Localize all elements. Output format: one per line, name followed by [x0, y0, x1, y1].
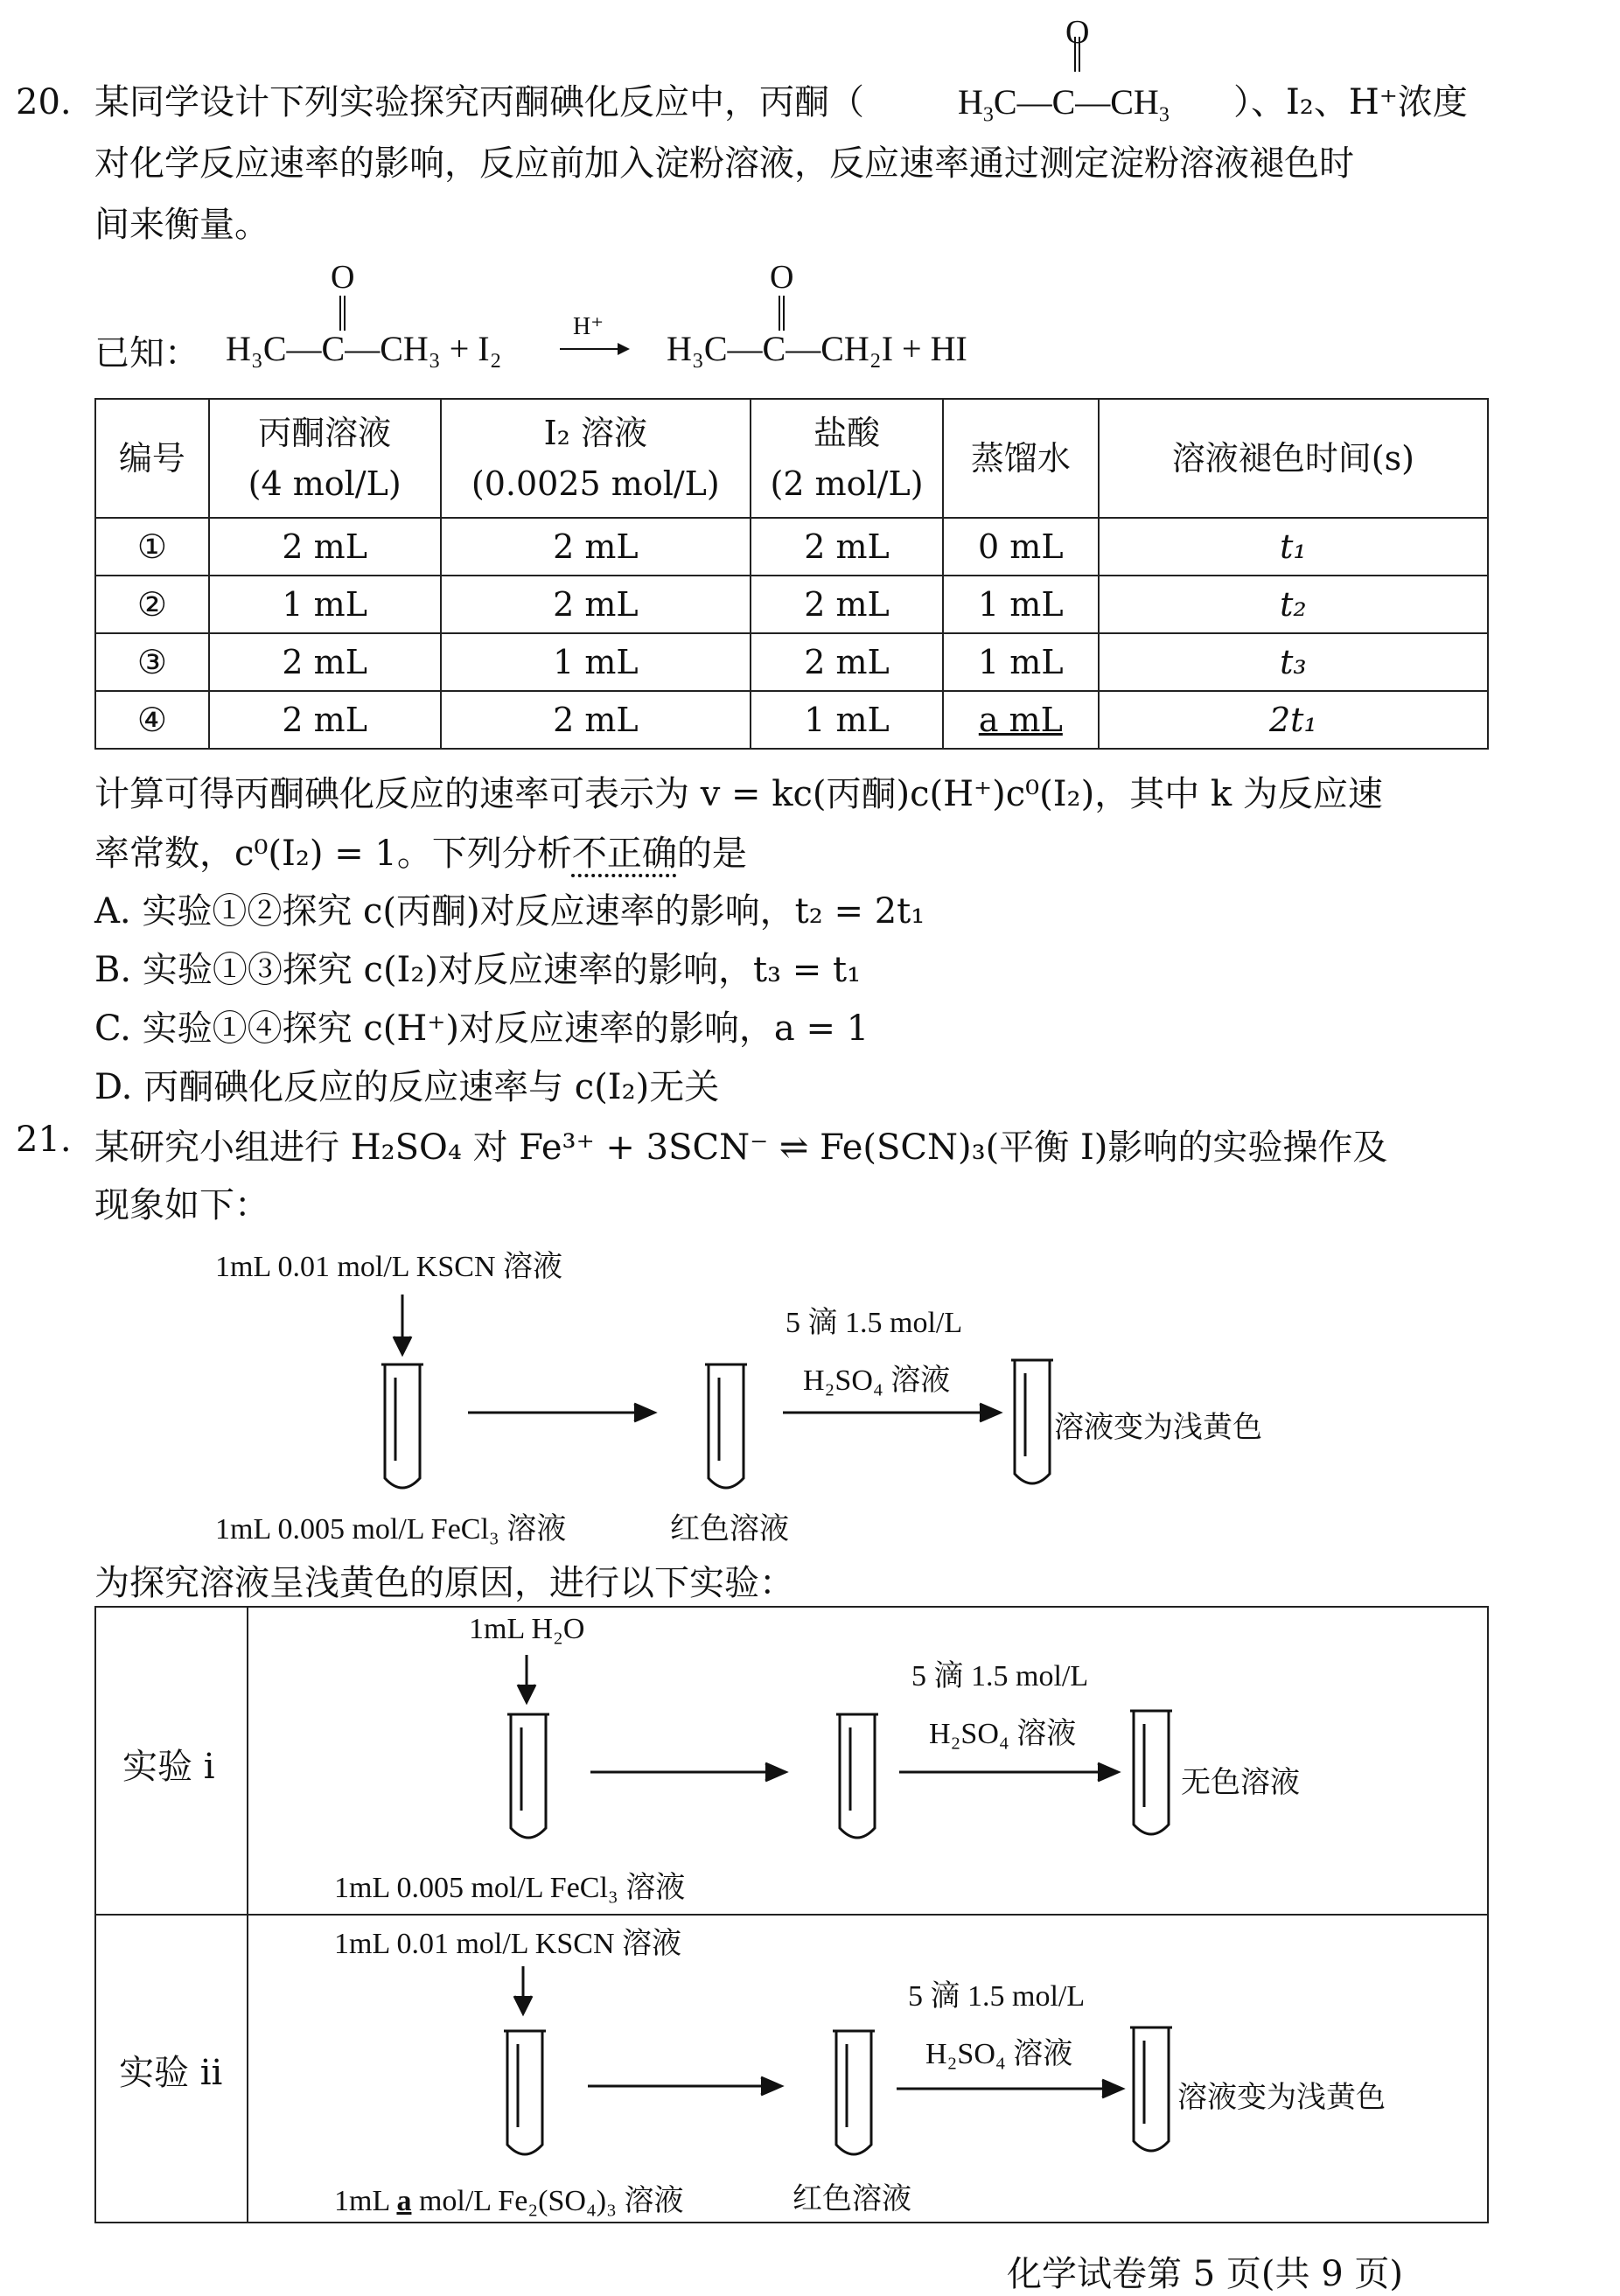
- table-row: [95, 518, 1488, 576]
- reaction-reactants: H₃C—C—CH₃ + I₂: [226, 329, 502, 368]
- question-text-line1: 某同学设计下列实验探究丙酮碘化反应中，丙酮（: [94, 82, 864, 122]
- table-cell: 2 mL: [209, 633, 441, 691]
- option-c: C. 实验①④探究 c(H⁺)对反应速率的影响，a = 1: [94, 1008, 869, 1049]
- table-cell: 1 mL: [751, 691, 943, 749]
- question-text-line1-end: ）、I₂、H⁺浓度: [1233, 82, 1468, 122]
- option-a: A. 实验①②探究 c(丙酮)对反应速率的影响，t₂ = 2t₁: [94, 891, 925, 932]
- arrow-head-icon: [618, 343, 630, 355]
- emphasis-text: 不正确: [571, 834, 677, 874]
- rate-expression-line2: 率常数，c⁰(I₂) = 1。下列分析不正确的是: [94, 834, 747, 874]
- table-cell: 1 mL: [943, 576, 1099, 633]
- acid-label-1: 5 滴 1.5 mol/L: [908, 1980, 1086, 2013]
- intro-text: 为探究溶液呈浅黄色的原因，进行以下实验：: [94, 1563, 794, 1603]
- arrow-right-icon: [783, 1404, 1000, 1421]
- table-row: [95, 633, 1488, 691]
- table-cell: ①: [95, 518, 209, 576]
- reagent-bottom-label: 1mL 0.005 mol/L FeCl₃ 溶液: [334, 1872, 686, 1904]
- tube-icon: [833, 2031, 875, 2154]
- acid-label-1: 5 滴 1.5 mol/L: [911, 1660, 1089, 1692]
- table-header-row: [95, 399, 1488, 518]
- experiment-svg: [96, 1608, 1487, 2220]
- table-header-cell: 溶液褪色时间(s): [1099, 399, 1488, 518]
- table-header-cell: 盐酸 (2 mol/L): [751, 399, 943, 518]
- table-row: [95, 576, 1488, 633]
- tube-icon: [836, 1714, 878, 1838]
- table-cell: 2 mL: [751, 518, 943, 576]
- page-footer: 化学试卷第 5 页(共 9 页): [1007, 2254, 1403, 2294]
- arrow-down-icon: [394, 1295, 411, 1354]
- reagent-top-label: 1mL 0.01 mol/L KSCN 溶液: [334, 1928, 681, 1960]
- reagent-bottom-label: 1mL 0.005 mol/L FeCl₃ 溶液: [215, 1513, 567, 1546]
- table-cell: ④: [95, 691, 209, 749]
- double-bond-icon: [1074, 37, 1080, 72]
- arrow-right-icon: [468, 1404, 654, 1421]
- table-cell: t₂: [1099, 576, 1488, 633]
- acid-label-2: H₂SO₄ 溶液: [929, 1718, 1077, 1750]
- arrow-down-icon: [514, 1966, 532, 2013]
- table-cell: 2 mL: [751, 633, 943, 691]
- option-b: B. 实验①③探究 c(I₂)对反应速率的影响，t₃ = t₁: [94, 950, 862, 990]
- intermediate-label: 红色溶液: [793, 2183, 911, 2216]
- tube-icon: [705, 1364, 747, 1488]
- result-label: 无色溶液: [1181, 1767, 1300, 1799]
- experiment-i-label: 实验 i: [122, 1747, 215, 1787]
- double-bond-icon: [779, 296, 785, 331]
- table-cell: 2 mL: [751, 576, 943, 633]
- tube-icon: [1011, 1360, 1053, 1483]
- table-row: [95, 691, 1488, 749]
- table-cell: t₁: [1099, 518, 1488, 576]
- table-cell: 0 mL: [943, 518, 1099, 576]
- table-cell: 2 mL: [441, 518, 751, 576]
- table-cell: 2 mL: [209, 518, 441, 576]
- table-cell: a mL: [943, 691, 1099, 749]
- rate-expression-line1: 计算可得丙酮碘化反应的速率可表示为 v = kc(丙酮)c(H⁺)c⁰(I₂)，其中 k 为反应速: [94, 774, 1383, 814]
- table-cell: ②: [95, 576, 209, 633]
- product-oxygen: O: [770, 259, 794, 296]
- result-label: 溶液变为浅黄色: [1177, 2082, 1386, 2114]
- table-cell: 2t₁: [1099, 691, 1488, 749]
- table-cell: ③: [95, 633, 209, 691]
- tube-icon: [381, 1364, 423, 1488]
- intermediate-label: 红色溶液: [670, 1513, 789, 1546]
- tube-icon: [1130, 1711, 1172, 1834]
- reagent-bottom-label: 1mL a mol/L Fe₂(SO₄)₃ 溶液: [334, 2185, 684, 2217]
- experiment-ii-label: 实验 ii: [119, 2053, 223, 2093]
- question-21-line1: 某研究小组进行 H₂SO₄ 对 Fe³⁺ + 3SCN⁻ ⇌ Fe(SCN)₃(平衡 Ⅰ)影响的实验操作及: [94, 1127, 1388, 1168]
- acid-label-1: 5 滴 1.5 mol/L: [786, 1307, 963, 1339]
- option-d: D. 丙酮碘化反应的反应速率与 c(I₂)无关: [94, 1067, 720, 1107]
- table-cell: 2 mL: [441, 691, 751, 749]
- table-header-cell: 蒸馏水: [943, 399, 1099, 518]
- table-cell: 1 mL: [441, 633, 751, 691]
- acetone-formula: $H_3C—C—CH_3$: [958, 82, 1170, 127]
- arrow-right-icon: [897, 2080, 1122, 2097]
- question-number: 20.: [16, 82, 72, 122]
- question-number: 21.: [16, 1120, 72, 1160]
- experiment-box: [94, 1606, 1489, 2223]
- question-text-line3: 间来衡量。: [94, 205, 269, 245]
- table-cell: 1 mL: [209, 576, 441, 633]
- question-text-line2: 对化学反应速率的影响，反应前加入淀粉溶液，反应速率通过测定淀粉溶液褪色时: [94, 143, 1354, 184]
- question-21-line2: 现象如下：: [94, 1185, 269, 1225]
- table-cell: 1 mL: [943, 633, 1099, 691]
- table-header-cell: 编号: [95, 399, 209, 518]
- reactant-oxygen: O: [331, 259, 355, 296]
- arrow-right-icon: [588, 2077, 781, 2095]
- arrow-down-icon: [518, 1655, 535, 1702]
- arrow-right-icon: [899, 1763, 1118, 1781]
- double-bond-icon: [339, 296, 346, 331]
- known-label: 已知：: [94, 333, 199, 373]
- tube-icon: [504, 2031, 546, 2154]
- acid-label-2: H₂SO₄ 溶液: [803, 1364, 951, 1397]
- experiment-table: [94, 398, 1489, 750]
- carbonyl-oxygen: O: [1065, 14, 1090, 51]
- table-cell: t₃: [1099, 633, 1488, 691]
- catalyst-label: H⁺: [573, 313, 604, 340]
- reagent-top-label: 1mL 0.01 mol/L KSCN 溶液: [215, 1251, 562, 1283]
- tube-icon: [1130, 2027, 1172, 2151]
- tube-icon: [507, 1714, 549, 1838]
- table-header-cell: I₂ 溶液 (0.0025 mol/L): [441, 399, 751, 518]
- table-cell: 2 mL: [209, 691, 441, 749]
- arrow-right-icon: [590, 1763, 786, 1781]
- reaction-products: H₃C—C—CH₂I + HI: [667, 329, 967, 368]
- table-header-cell: 丙酮溶液 (4 mol/L): [209, 399, 441, 518]
- reagent-top-label: 1mL H₂O: [469, 1613, 585, 1645]
- acid-label-2: H₂SO₄ 溶液: [925, 2038, 1073, 2070]
- result-label: 溶液变为浅黄色: [1054, 1412, 1262, 1444]
- table-cell: 2 mL: [441, 576, 751, 633]
